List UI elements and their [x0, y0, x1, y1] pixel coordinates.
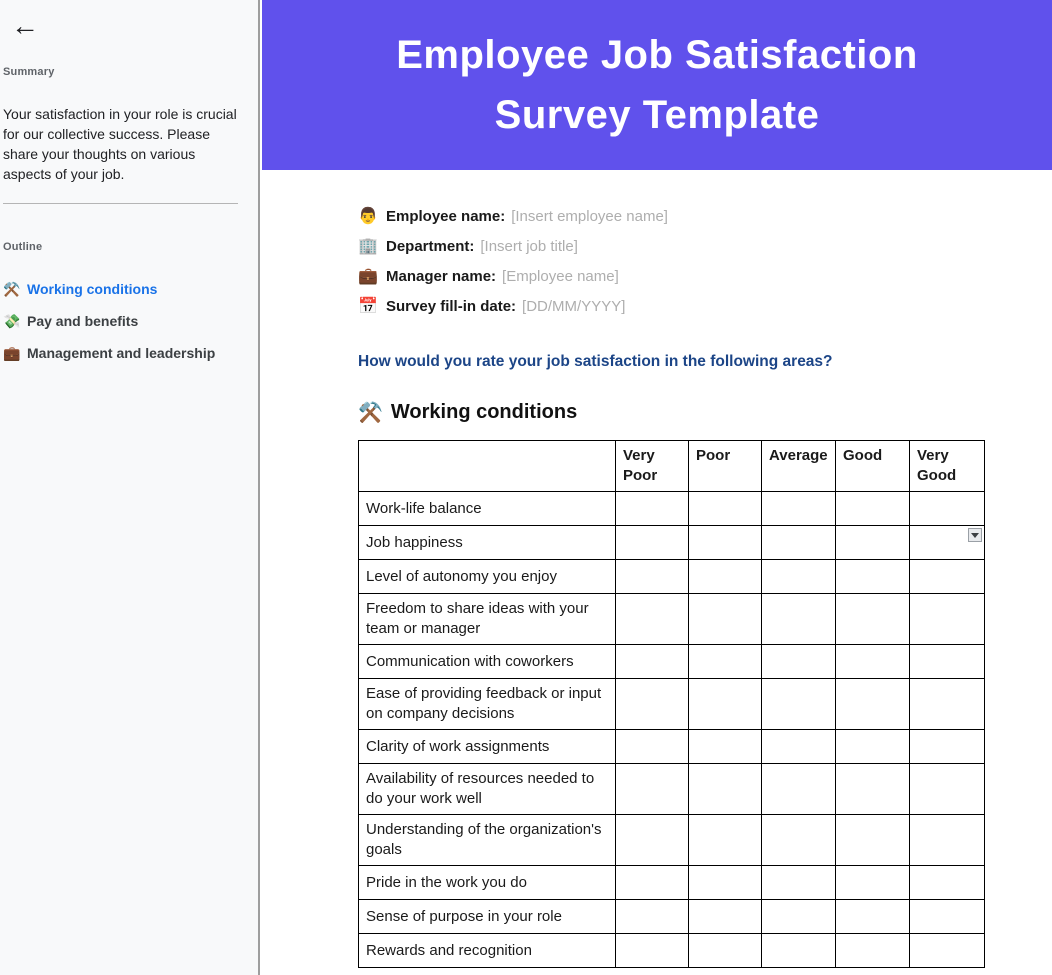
summary-heading: Summary: [3, 66, 55, 78]
rating-cell[interactable]: [910, 492, 985, 526]
column-header-good: Good: [836, 441, 910, 492]
rating-cell[interactable]: [689, 526, 762, 560]
rating-cell[interactable]: [910, 866, 985, 900]
info-line-manager-name: [358, 261, 984, 291]
info-label: Manager name:: [386, 267, 497, 285]
outline-heading: Outline: [3, 241, 43, 253]
summary-text: Your satisfaction in your role is crucial for our collective success. Please share your thoughts on various aspects of your job.: [3, 106, 237, 182]
rating-cell[interactable]: [689, 492, 762, 526]
rating-cell[interactable]: [689, 900, 762, 934]
rating-cell[interactable]: [762, 934, 836, 968]
rating-cell[interactable]: [762, 764, 836, 815]
table-row: [359, 866, 985, 900]
rating-cell[interactable]: [910, 679, 985, 730]
rating-cell[interactable]: [836, 679, 910, 730]
rating-cell[interactable]: [836, 934, 910, 968]
rating-cell[interactable]: [910, 815, 985, 866]
info-label: Employee name:: [386, 207, 506, 225]
rating-cell[interactable]: [836, 866, 910, 900]
row-label: Level of autonomy you enjoy: [359, 560, 616, 594]
rating-cell[interactable]: [836, 492, 910, 526]
rating-cell[interactable]: [836, 900, 910, 934]
column-header-very-poor: Very Poor: [616, 441, 689, 492]
row-label: Freedom to share ideas with your team or manager: [359, 594, 616, 645]
document-canvas: [262, 0, 1052, 975]
rating-cell[interactable]: [616, 900, 689, 934]
rating-cell[interactable]: [910, 594, 985, 645]
rating-cell[interactable]: [689, 560, 762, 594]
man-icon: 👨: [358, 208, 378, 225]
info-label: Department:: [386, 237, 475, 255]
rating-cell[interactable]: [910, 560, 985, 594]
briefcase-icon: 💼: [3, 344, 21, 361]
rating-cell[interactable]: [910, 730, 985, 764]
chevron-down-icon: [971, 533, 979, 538]
rating-cell[interactable]: [616, 679, 689, 730]
rating-cell[interactable]: [836, 594, 910, 645]
rating-cell[interactable]: [616, 526, 689, 560]
rating-cell[interactable]: [689, 866, 762, 900]
rating-cell[interactable]: [616, 866, 689, 900]
info-line-department: [358, 231, 984, 261]
rating-cell[interactable]: [689, 730, 762, 764]
rating-cell[interactable]: [689, 764, 762, 815]
sidebar-item-pay-and-benefits[interactable]: [3, 305, 244, 337]
rating-cell[interactable]: [910, 900, 985, 934]
table-row: [359, 764, 985, 815]
table-row: [359, 492, 985, 526]
hammer-and-pick-icon: ⚒️: [358, 402, 383, 424]
calendar-icon: 📅: [358, 298, 378, 315]
column-header-poor: Poor: [689, 441, 762, 492]
working-conditions-table: [358, 440, 985, 968]
table-row: [359, 815, 985, 866]
row-label: Job happiness: [359, 526, 616, 560]
rating-cell[interactable]: [836, 560, 910, 594]
row-label: Ease of providing feedback or input on company decisions: [359, 679, 616, 730]
row-label: Communication with coworkers: [359, 645, 616, 679]
info-section: [358, 201, 984, 321]
row-label: Sense of purpose in your role: [359, 900, 616, 934]
money-with-wings-icon: 💸: [3, 312, 21, 329]
rating-cell[interactable]: [616, 934, 689, 968]
table-row: [359, 560, 985, 594]
rating-cell[interactable]: [616, 492, 689, 526]
outline-list: [3, 273, 244, 369]
rating-cell[interactable]: [910, 764, 985, 815]
outline-sidebar: [0, 0, 260, 975]
rating-cell[interactable]: [616, 594, 689, 645]
info-label: Survey fill-in date:: [386, 297, 517, 315]
survey-date-placeholder[interactable]: [DD/MM/YYYY]: [522, 297, 626, 315]
briefcase-icon: 💼: [358, 268, 378, 285]
back-arrow-icon[interactable]: ←: [11, 10, 39, 41]
page-title-line-1: Employee Job Satisfaction: [396, 33, 918, 77]
rating-cell[interactable]: [910, 645, 985, 679]
rating-question: How would you rate your job satisfaction in the following areas?: [358, 353, 833, 370]
rating-cell[interactable]: [762, 560, 836, 594]
column-header-average: Average: [762, 441, 836, 492]
rating-cell[interactable]: [616, 730, 689, 764]
table-row: [359, 934, 985, 968]
sidebar-item-label: Management and leadership: [27, 345, 216, 361]
rating-cell[interactable]: [689, 594, 762, 645]
rating-cell[interactable]: [762, 679, 836, 730]
title-banner: [262, 0, 1052, 170]
rating-cell[interactable]: [689, 815, 762, 866]
rating-cell[interactable]: [689, 679, 762, 730]
section-title: Working conditions: [390, 401, 578, 423]
table-row: [359, 679, 985, 730]
rating-cell[interactable]: [910, 934, 985, 968]
department-placeholder[interactable]: [Insert job title]: [480, 237, 578, 255]
rating-cell[interactable]: [616, 764, 689, 815]
rating-cell[interactable]: [762, 526, 836, 560]
page-title-line-2: Survey Template: [494, 93, 820, 137]
rating-cell[interactable]: [836, 645, 910, 679]
rating-cell[interactable]: [762, 492, 836, 526]
row-label: Rewards and recognition: [359, 934, 616, 968]
row-label: Pride in the work you do: [359, 866, 616, 900]
table-row: [359, 730, 985, 764]
rating-cell[interactable]: [762, 645, 836, 679]
table-row: [359, 645, 985, 679]
column-header-blank: [359, 441, 616, 492]
sidebar-divider: [3, 203, 238, 204]
row-label: Work-life balance: [359, 492, 616, 526]
sidebar-item-label: Pay and benefits: [27, 313, 139, 329]
rating-cell[interactable]: [836, 815, 910, 866]
office-building-icon: 🏢: [358, 238, 378, 255]
table-row: [359, 900, 985, 934]
rating-cell[interactable]: [762, 594, 836, 645]
sidebar-item-working-conditions[interactable]: [3, 273, 244, 305]
hammer-and-pick-icon: ⚒️: [3, 280, 21, 297]
rating-cell[interactable]: [689, 934, 762, 968]
rating-cell[interactable]: [616, 560, 689, 594]
table-row: [359, 594, 985, 645]
rating-cell[interactable]: [616, 645, 689, 679]
rating-cell[interactable]: [762, 815, 836, 866]
rating-cell[interactable]: [836, 730, 910, 764]
rating-cell[interactable]: [762, 866, 836, 900]
rating-cell[interactable]: [689, 645, 762, 679]
column-header-very-good: Very Good: [910, 441, 985, 492]
dropdown-chip[interactable]: [968, 528, 982, 542]
rating-cell[interactable]: [836, 526, 910, 560]
info-line-survey-date: [358, 291, 984, 321]
rating-cell[interactable]: [910, 526, 985, 560]
info-line-employee-name: [358, 201, 984, 231]
sidebar-item-management-and-leadership[interactable]: [3, 337, 244, 369]
document-content: [262, 201, 984, 968]
employee-name-placeholder[interactable]: [Insert employee name]: [511, 207, 668, 225]
rating-cell[interactable]: [836, 764, 910, 815]
rating-cell[interactable]: [762, 900, 836, 934]
rating-cell[interactable]: [616, 815, 689, 866]
row-label: Availability of resources needed to do your work well: [359, 764, 616, 815]
row-label: Understanding of the organization's goals: [359, 815, 616, 866]
row-label: Clarity of work assignments: [359, 730, 616, 764]
section-heading-working-conditions: [358, 400, 984, 425]
manager-name-placeholder[interactable]: [Employee name]: [502, 267, 619, 285]
rating-cell[interactable]: [762, 730, 836, 764]
sidebar-item-label: Working conditions: [27, 281, 158, 297]
table-row: [359, 526, 985, 560]
table-header-row: [359, 441, 985, 492]
